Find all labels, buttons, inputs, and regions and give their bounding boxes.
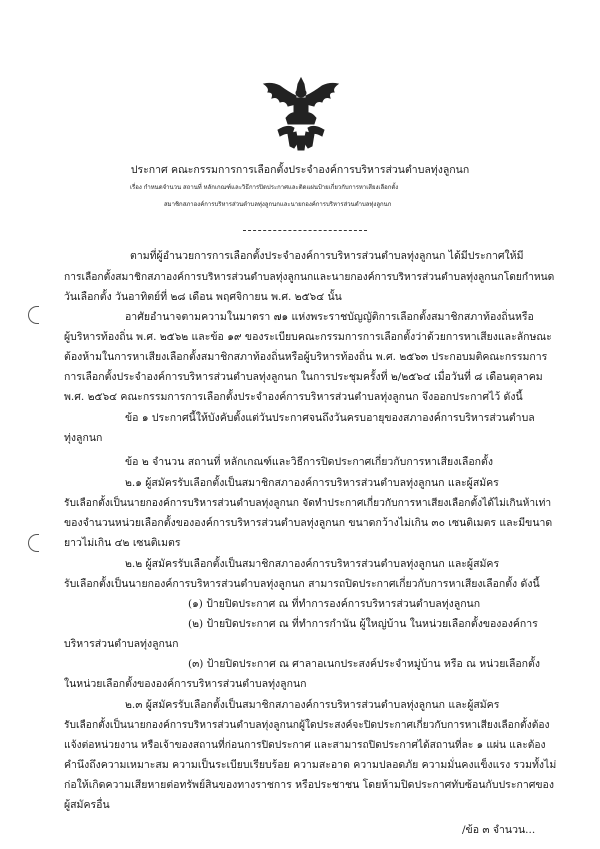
paragraph-line: ก่อให้เกิดความเสียหายต่อทรัพย์สินของทางราชการ หรือประชาชน โดยห้ามปิดประกาศทับซ้อนกับประกาศของ <box>64 779 554 791</box>
clause-1: ข้อ ๑ ประกาศนี้ให้บังคับตั้งแต่วันประกาศจนถึงวันครบอายุของสภาองค์การบริหารส่วนตำบล <box>125 412 535 424</box>
paragraph-line: ยาวไม่เกิน ๔๒ เซนติเมตร <box>64 537 181 549</box>
list-item: (๑) ป้ายปิดประกาศ ณ ที่ทำการองค์การบริหารส่วนตำบลทุ่งลูกนก <box>188 598 481 610</box>
binder-hole-icon <box>28 306 39 324</box>
paragraph-line: แจ้งต่อหน่วยงาน หรือเจ้าของสถานที่ก่อนการปิดประกาศ และสามารถปิดประกาศได้สถานที่ละ ๑ แผ่น และต้อง <box>64 739 546 751</box>
announcement-subject-cont: สมาชิกสภาองค์การบริหารส่วนตำบลทุ่งลูกนกและนายกองค์การบริหารส่วนตำบลทุ่งลูกนก <box>164 201 392 208</box>
paragraph-line: ผู้สมัครอื่น <box>64 799 110 811</box>
paragraph-line: รับเลือกตั้งเป็นนายกองค์การบริหารส่วนตำบลทุ่งลูกนก สามารถปิดประกาศเกี่ยวกับการหาเสียงเลือกตั้ง ดังนี้ <box>64 578 540 590</box>
clause-2: ข้อ ๒ จำนวน สถานที่ หลักเกณฑ์และวิธีการปิดประกาศเกี่ยวกับการหาเสียงเลือกตั้ง <box>125 456 493 468</box>
paragraph-line: รับเลือกตั้งเป็นนายกองค์การบริหารส่วนตำบลทุ่งลูกนกผู้ใดประสงค์จะปิดประกาศเกี่ยวกับการหาเสียงเลือกตั้งต้อง <box>64 719 550 731</box>
paragraph-line: ทุ่งลูกนก <box>64 432 103 444</box>
paragraph-line: ในหน่วยเลือกตั้งขององค์การบริหารส่วนตำบลทุ่งลูกนก <box>64 678 307 690</box>
paragraph-line: อาศัยอำนาจตามความในมาตรา ๗๑ แห่งพระราชบัญญัติการเลือกตั้งสมาชิกสภาท้องถิ่นหรือ <box>125 311 534 323</box>
paragraph-line: บริหารส่วนตำบลทุ่งลูกนก <box>64 638 179 650</box>
list-item: (๒) ป้ายปิดประกาศ ณ ที่ทำการกำนัน ผู้ใหญ่บ้าน ในหน่วยเลือกตั้งขององค์การ <box>188 618 538 630</box>
list-item: (๓) ป้ายปิดประกาศ ณ ศาลาอเนกประสงค์ประจำหมู่บ้าน หรือ ณ หน่วยเลือกตั้ง <box>188 658 540 670</box>
separator-line <box>243 230 367 231</box>
clause-2-3: ๒.๓ ผู้สมัครรับเลือกตั้งเป็นสมาชิกสภาองค์การบริหารส่วนตำบลทุ่งลูกนก และผู้สมัคร <box>125 699 500 711</box>
paragraph-line: การเลือกตั้งประจำองค์การบริหารส่วนตำบลทุ่งลูกนก ในการประชุมครั้งที่ ๒/๒๕๖๔ เมื่อวันที่ ๘ เดือนตุลาคม <box>64 371 543 383</box>
paragraph-line: ตามที่ผู้อำนวยการการเลือกตั้งประจำองค์การบริหารส่วนตำบลทุ่งลูกนก ได้มีประกาศให้มี <box>130 250 524 262</box>
clause-2-2: ๒.๒ ผู้สมัครรับเลือกตั้งเป็นสมาชิกสภาองค์การบริหารส่วนตำบลทุ่งลูกนก และผู้สมัคร <box>125 558 500 570</box>
binder-hole-icon <box>28 534 39 552</box>
paragraph-line: ผู้บริหารท้องถิ่น พ.ศ. ๒๕๖๒ และข้อ ๑๙ ของระเบียบคณะกรรมการการเลือกตั้งว่าด้วยการหาเสียงและลักษณะ <box>64 331 552 343</box>
continued-note: /ข้อ ๓ จำนวน... <box>462 824 536 836</box>
paragraph-line: รับเลือกตั้งเป็นนายกองค์การบริหารส่วนตำบลทุ่งลูกนก จัดทำประกาศเกี่ยวกับการหาเสียงเลือกตั้งได้ไม่เกินห้าเท่า <box>64 497 552 509</box>
paragraph-line: พ.ศ. ๒๕๖๔ คณะกรรมการการเลือกตั้งประจำองค์การบริหารส่วนตำบลทุ่งลูกนก จึงออกประกาศไว้ ดังนี้ <box>64 391 523 403</box>
garuda-emblem-icon <box>258 74 344 154</box>
clause-2-1: ๒.๑ ผู้สมัครรับเลือกตั้งเป็นสมาชิกสภาองค์การบริหารส่วนตำบลทุ่งลูกนก และผู้สมัคร <box>125 477 499 489</box>
paragraph-line: วันเลือกตั้ง วันอาทิตย์ที่ ๒๘ เดือน พฤศจิกายน พ.ศ. ๒๕๖๔ นั้น <box>64 291 342 303</box>
announcement-title: ประกาศ คณะกรรมการการเลือกตั้งประจำองค์การบริหารส่วนตำบลทุ่งลูกนก <box>130 164 470 176</box>
paragraph-line: ต้องห้ามในการหาเสียงเลือกตั้งสมาชิกสภาท้องถิ่นหรือผู้บริหารท้องถิ่น พ.ศ. ๒๕๖๓ ประกอบมติคณะกรรมการ <box>64 351 548 363</box>
paragraph-line: การเลือกตั้งสมาชิกสภาองค์การบริหารส่วนตำบลทุ่งลูกนกและนายกองค์การบริหารส่วนตำบลทุ่งลูกนกโดยกำหนด <box>64 271 555 283</box>
paragraph-line: คำนึงถึงความเหมาะสม ความเป็นระเบียบเรียบร้อย ความสะอาด ความปลอดภัย ความมั่นคงแข็งแรง รวมทั้งไม่ <box>64 759 557 771</box>
announcement-subject: เรื่อง กำหนดจำนวน สถานที่ หลักเกณฑ์และวิธีการปิดประกาศและติดแผ่นป้ายเกี่ยวกับการหาเสียงเลือกตั้ง <box>130 184 399 191</box>
paragraph-line: ของจำนวนหน่วยเลือกตั้งขององค์การบริหารส่วนตำบลทุ่งลูกนก ขนาดกว้างไม่เกิน ๓๐ เซนติเมตร และมีขนาด <box>64 517 553 529</box>
